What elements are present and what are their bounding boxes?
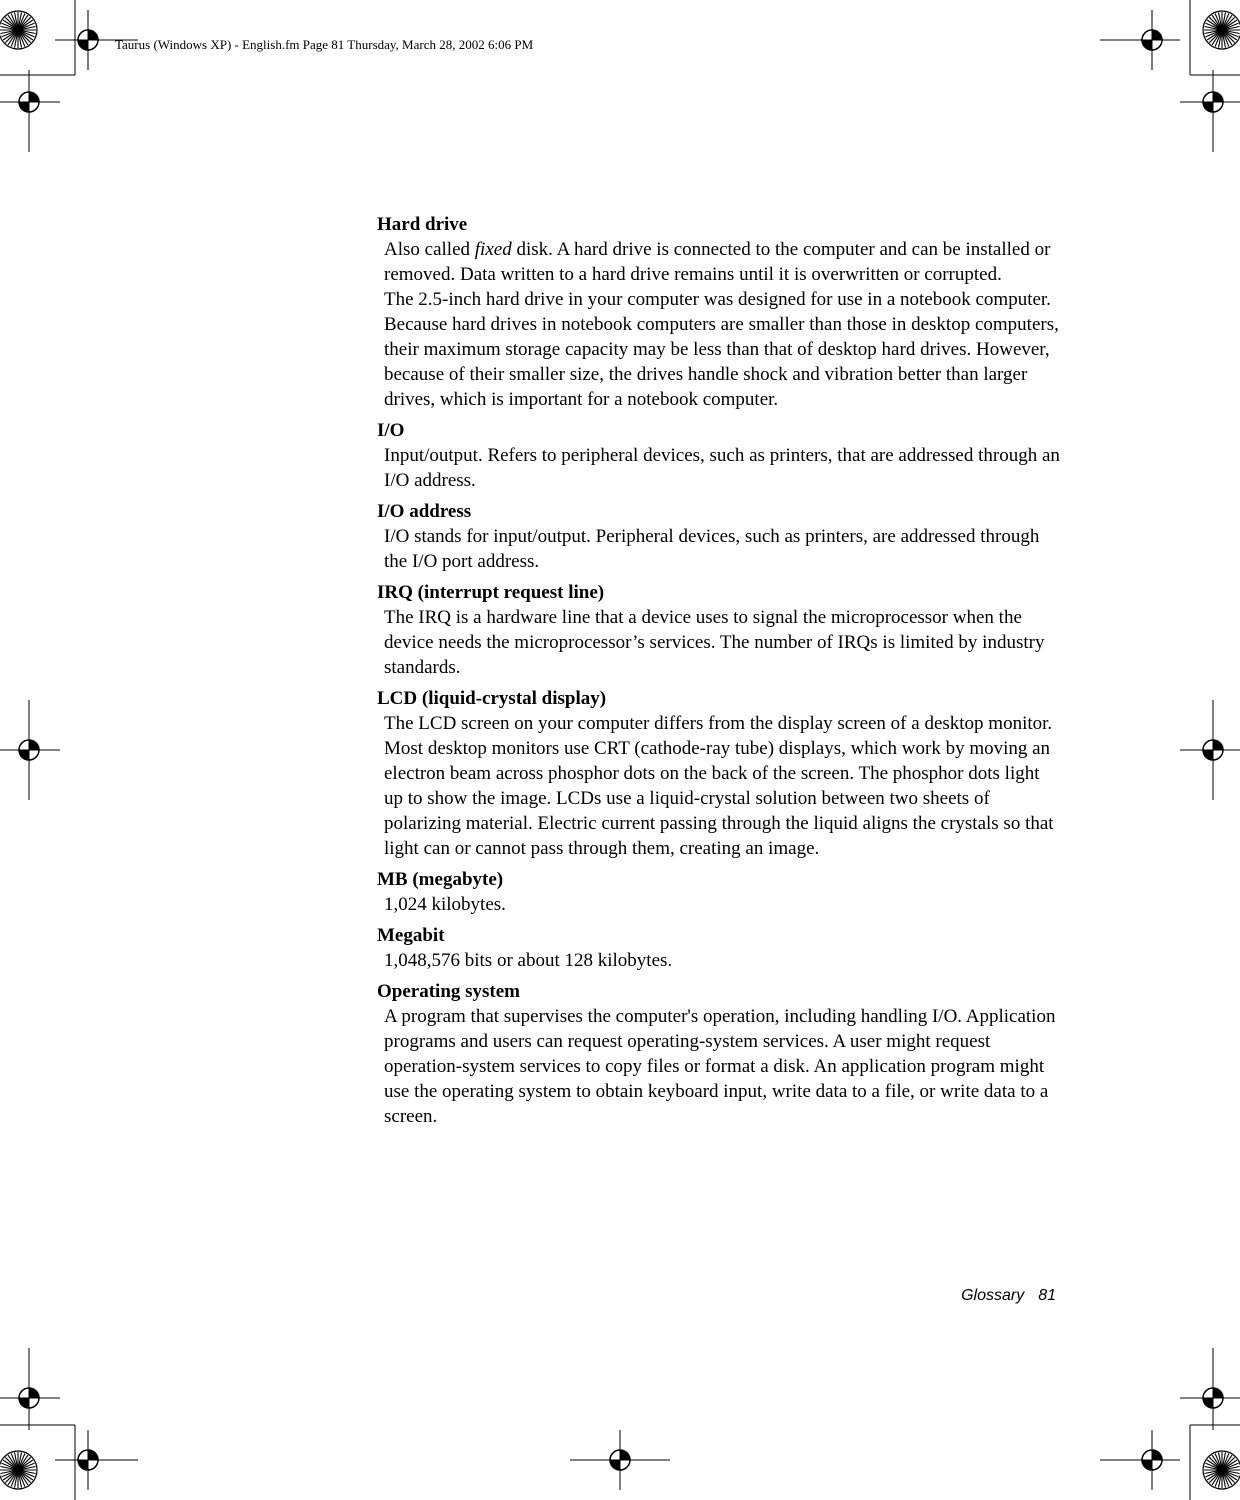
glossary-definition	[384, 711, 1062, 861]
definition-paragraph: The 2.5-inch hard drive in your computer was designed for use in a notebook computer. Because hard drives in notebook computers are smaller than those in desktop computers, their maximum storage capacity may be less than that of desktop hard drives. However, because of their smaller size, the drives handle shock and vibration better than larger drives, which is important for a notebook computer.	[384, 289, 1059, 410]
glossary-definition	[384, 605, 1062, 680]
glossary-entry-hard-drive	[377, 212, 1062, 412]
glossary-definition	[384, 1004, 1062, 1129]
glossary-term: I/O address	[377, 501, 472, 522]
text-run: Also called	[384, 239, 475, 260]
glossary-entry-irq	[377, 580, 1062, 680]
definition-paragraph: A program that supervises the computer's operation, including handling I/O. Application programs and users can request operating-system services. A user might request operation-system services to copy files or format a disk. An application program might use the operating system to obtain keyboard input, write data to a file, or write data to a screen.	[384, 1006, 1056, 1127]
glossary-term: LCD (liquid-crystal display)	[377, 688, 607, 709]
glossary-definition	[384, 948, 1062, 973]
glossary-term: IRQ (interrupt request line)	[377, 582, 605, 603]
glossary-definition	[384, 892, 1062, 917]
definition-paragraph: I/O stands for input/output. Peripheral devices, such as printers, are addressed through the I/O port address.	[384, 526, 1040, 572]
definition-paragraph: 1,048,576 bits or about 128 kilobytes.	[384, 950, 673, 971]
definition-paragraph: The LCD screen on your computer differs from the display screen of a desktop monitor. Most desktop monitors use CRT (cathode-ray tube) displays, which work by moving an electron beam across phosphor dots on the back of the screen. The phosphor dots light up to show the image. LCDs use a liquid-crystal solution between two sheets of polarizing material. Electric current passing through the liquid aligns the crystals so that light can or cannot pass through them, creating an image.	[384, 713, 1054, 859]
definition-paragraph	[384, 237, 1062, 287]
definition-paragraph: 1,024 kilobytes.	[384, 894, 506, 915]
emphasis-text: fixed	[474, 239, 512, 260]
glossary-term: MB (megabyte)	[377, 869, 504, 890]
page-number: 81	[1038, 1287, 1056, 1304]
glossary-term: Operating system	[377, 981, 521, 1002]
glossary-entry-megabit	[377, 923, 1062, 973]
glossary-entry-io-address	[377, 499, 1062, 574]
glossary-entry-io	[377, 418, 1062, 493]
glossary-definition	[384, 443, 1062, 493]
glossary-entry-lcd	[377, 686, 1062, 861]
file-slug: Taurus (Windows XP) - English.fm Page 81 Thursday, March 28, 2002 6:06 PM	[115, 37, 534, 52]
glossary-entry-mb	[377, 867, 1062, 917]
glossary-term: Hard drive	[377, 214, 468, 235]
glossary-content	[377, 212, 1062, 1135]
glossary-term: Megabit	[377, 925, 445, 946]
glossary-entry-operating-system	[377, 979, 1062, 1129]
footer-section: Glossary	[961, 1287, 1025, 1304]
glossary-definition	[384, 524, 1062, 574]
definition-paragraph: Input/output. Refers to peripheral devices, such as printers, that are addressed through an I/O address.	[384, 445, 1060, 491]
glossary-definition	[384, 237, 1062, 412]
definition-paragraph: The IRQ is a hardware line that a device uses to signal the microprocessor when the device needs the microprocessor’s services. The number of IRQs is limited by industry standards.	[384, 607, 1045, 678]
text-run: disk. A hard drive is connected to the computer and can be installed or removed. Data written to a hard drive remains until it is overwritten or corrupted.	[384, 239, 1051, 285]
page-footer	[700, 1286, 1056, 1306]
glossary-term: I/O	[377, 420, 405, 441]
